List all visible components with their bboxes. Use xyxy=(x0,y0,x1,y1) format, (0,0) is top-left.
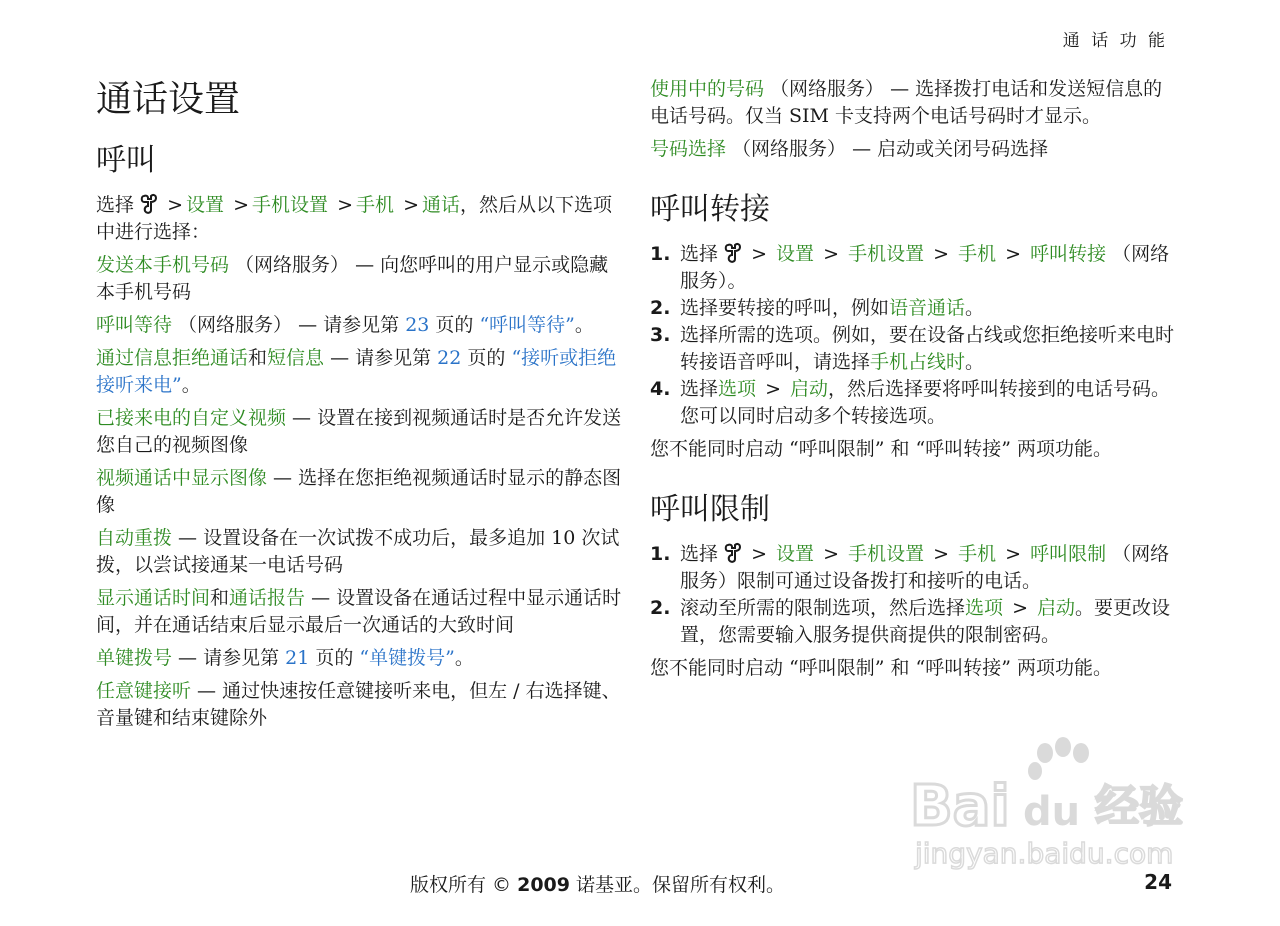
body-text: 页的 xyxy=(461,347,512,369)
path-separator: > xyxy=(759,378,788,400)
section-heading-call: 呼叫 xyxy=(96,143,156,178)
barring-steps xyxy=(650,541,1180,649)
copyright-footer: 版权所有 © 2009 诺基亚。保留所有权利。 xyxy=(410,874,786,896)
menu-term: 使用中的号码 xyxy=(650,78,765,100)
body-text: （网络服务） — 启动或关闭号码选择 xyxy=(726,138,1049,160)
body-text: 选择要转接的呼叫，例如 xyxy=(680,297,890,319)
option-item xyxy=(96,645,624,672)
menu-term: 通话报告 xyxy=(229,587,306,609)
body-text: — 请参见第 xyxy=(324,347,438,369)
menu-term: 呼叫等待 xyxy=(96,314,173,336)
step-item xyxy=(650,241,1180,295)
path-phone: 手机 xyxy=(356,194,395,216)
body-text: 和 xyxy=(248,347,268,369)
menu-term: 手机 xyxy=(958,543,997,565)
body-text: 选择 xyxy=(680,543,725,565)
intro-paragraph: 选择 > 设置 > 手机设置 > 手机 > 通话，然后从以下选项中进行选择： xyxy=(96,194,613,243)
option-item xyxy=(96,345,624,399)
menu-term: 显示通话时间 xyxy=(96,587,211,609)
body-text: （网络服务） — 请参见第 xyxy=(172,314,406,336)
menu-term: 手机 xyxy=(958,243,997,265)
path-separator: > xyxy=(817,543,846,565)
body-text: 滚动至所需的限制选项，然后选择 xyxy=(680,597,966,619)
step-item xyxy=(650,376,1180,430)
body-text: （网络服务） — 选择拨打电话和发送短信息的电话号码。仅当 SIM 卡支持两个电话号码时才显示。 xyxy=(650,78,1163,127)
left-options-list xyxy=(96,252,624,732)
barring-note: 您不能同时启动 “呼叫限制” 和 “呼叫转接” 两项功能。 xyxy=(650,657,1113,679)
option-item xyxy=(96,252,624,306)
option-item xyxy=(96,465,624,519)
cross-reference: “接听或拒绝接听来电” xyxy=(96,347,617,396)
body-text: — 请参见第 xyxy=(172,647,286,669)
svg-text:经验: 经验 xyxy=(1095,781,1183,832)
body-text: （网络服务）。 xyxy=(680,243,1170,292)
body-text: — 设置设备在一次试拨不成功后，最多追加 10 次试拨，以尝试接通某一电话号码 xyxy=(96,527,620,576)
baidu-jingyan-watermark xyxy=(905,735,1205,870)
menu-term: 设置 xyxy=(776,543,815,565)
option-item xyxy=(650,136,1180,163)
body-text: — 通过快速按任意键接听来电，但左 / 右选择键、音量键和结束键除外 xyxy=(96,680,621,729)
left-column xyxy=(96,70,624,738)
option-item xyxy=(96,525,624,579)
cross-reference: 23 xyxy=(405,314,430,336)
body-text: 。要更改设置，您需要输入服务提供商提供的限制密码。 xyxy=(680,597,1171,646)
step-number: 1. xyxy=(650,543,671,565)
step-item xyxy=(650,322,1180,376)
page-title: 通话设置 xyxy=(96,79,241,120)
step-item xyxy=(650,295,1180,322)
option-item xyxy=(96,678,624,732)
menu-term: 手机设置 xyxy=(848,243,925,265)
body-text: 选择 xyxy=(680,378,719,400)
path-separator: > xyxy=(745,243,774,265)
path-separator: > xyxy=(999,543,1028,565)
section-heading-barring: 呼叫限制 xyxy=(650,492,770,527)
body-text: 选择 xyxy=(680,243,725,265)
running-header: 通 话 功 能 xyxy=(1062,31,1168,51)
body-text: 和 xyxy=(210,587,230,609)
step-number: 3. xyxy=(650,324,671,346)
forward-note: 您不能同时启动 “呼叫限制” 和 “呼叫转接” 两项功能。 xyxy=(650,438,1113,460)
body-text: 页的 xyxy=(429,314,480,336)
path-separator: > xyxy=(927,243,956,265)
menu-term: 启动 xyxy=(790,378,829,400)
menu-term: 号码选择 xyxy=(650,138,727,160)
menu-term: 呼叫限制 xyxy=(1030,543,1107,565)
step-number: 4. xyxy=(650,378,671,400)
menu-term: 视频通话中显示图像 xyxy=(96,467,268,489)
menu-term: 手机占线时 xyxy=(870,351,966,373)
menu-term: 通过信息拒绝通话 xyxy=(96,347,249,369)
menu-term: 呼叫转接 xyxy=(1030,243,1107,265)
page-number: 24 xyxy=(1144,870,1172,894)
cross-reference: “呼叫等待” xyxy=(479,314,575,336)
intro-pre: 选择 xyxy=(96,194,135,216)
menu-term: 选项 xyxy=(718,378,757,400)
menu-term: 单键拨号 xyxy=(96,647,173,669)
body-text: — 选择在您拒绝视频通话时显示的静态图像 xyxy=(96,467,622,516)
path-call: 通话 xyxy=(421,194,460,216)
path-settings: 设置 xyxy=(186,194,225,216)
path-separator: > xyxy=(999,243,1028,265)
step-number: 2. xyxy=(650,597,671,619)
menu-term: 语音通话 xyxy=(889,297,966,319)
option-item xyxy=(650,76,1180,130)
body-text: （网络服务）限制可通过设备拨打和接听的电话。 xyxy=(680,543,1170,592)
body-text: 。 xyxy=(454,647,474,669)
option-item xyxy=(96,405,624,459)
body-text: 选择所需的选项。例如，要在设备占线或您拒绝接听来电时转接语音呼叫，请选择 xyxy=(680,324,1175,373)
step-item xyxy=(650,541,1180,595)
svg-text:Bai: Bai xyxy=(910,774,1010,839)
body-text: 页的 xyxy=(309,647,360,669)
menu-term: 手机设置 xyxy=(848,543,925,565)
section-heading-forward: 呼叫转接 xyxy=(650,192,770,227)
body-text: — 设置设备在通话过程中显示通话时间，并在通话结束后显示最后一次通话的大致时间 xyxy=(96,587,622,636)
menu-term: 选项 xyxy=(965,597,1004,619)
forward-steps xyxy=(650,241,1180,430)
cross-reference: 22 xyxy=(437,347,462,369)
cross-reference: 21 xyxy=(285,647,310,669)
menu-term: 启动 xyxy=(1037,597,1076,619)
menu-term: 设置 xyxy=(776,243,815,265)
path-separator: > xyxy=(745,543,774,565)
menu-term: 发送本手机号码 xyxy=(96,254,230,276)
menu-key-icon xyxy=(724,542,742,564)
svg-text:du: du xyxy=(1023,789,1081,835)
body-text: 。 xyxy=(965,351,985,373)
right-options-list xyxy=(650,76,1180,163)
body-text: — 设置在接到视频通话时是否允许发送您自己的视频图像 xyxy=(96,407,622,456)
menu-term: 已接来电的自定义视频 xyxy=(96,407,287,429)
option-item xyxy=(96,585,624,639)
body-text: 。 xyxy=(965,297,985,319)
path-separator: > xyxy=(817,243,846,265)
menu-term: 自动重拨 xyxy=(96,527,173,549)
step-number: 1. xyxy=(650,243,671,265)
menu-term: 短信息 xyxy=(267,347,325,369)
watermark-url: jingyan.baidu.com xyxy=(915,837,1174,870)
path-separator: > xyxy=(1006,597,1035,619)
step-number: 2. xyxy=(650,297,671,319)
body-text: 。 xyxy=(574,314,594,336)
right-column xyxy=(650,76,1180,688)
menu-key-icon xyxy=(724,242,742,264)
intro-post: ，然后从以下选项中进行选择： xyxy=(96,194,613,243)
option-item xyxy=(96,312,624,339)
body-text: ，然后选择要将呼叫转接到的电话号码。您可以同时启动多个转接选项。 xyxy=(680,378,1171,427)
cross-reference: “单键拨号” xyxy=(359,647,455,669)
body-text: （网络服务） — 向您呼叫的用户显示或隐藏本手机号码 xyxy=(96,254,609,303)
menu-key-icon xyxy=(140,193,158,215)
menu-term: 任意键接听 xyxy=(96,680,192,702)
path-separator: > xyxy=(927,543,956,565)
path-phone-settings: 手机设置 xyxy=(252,194,329,216)
body-text: 。 xyxy=(181,374,201,396)
step-item xyxy=(650,595,1180,649)
